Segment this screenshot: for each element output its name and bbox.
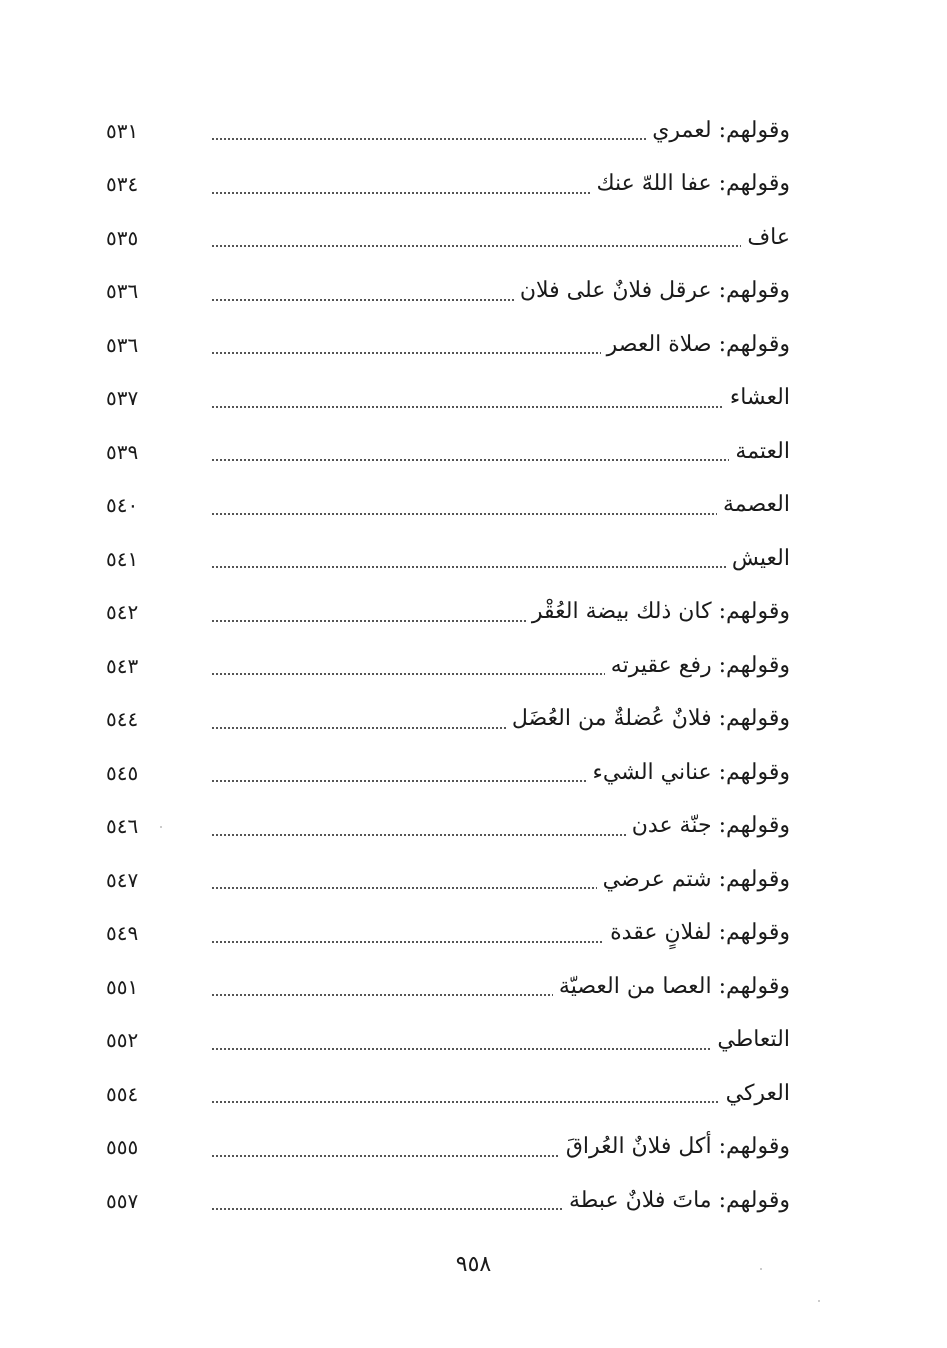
toc-entry-page: ٥٥٧ [106, 1188, 139, 1213]
toc-entry [100, 800, 790, 854]
toc-entry-page: ٥٣٥ [106, 225, 139, 250]
toc-entry-title: العركي [720, 1083, 790, 1105]
toc-entry-title: وقولهم: العصا من العصيّة [553, 976, 790, 998]
toc-entry [100, 479, 790, 533]
dot-leader [212, 1048, 790, 1050]
toc-entry-page: ٥٣٤ [106, 172, 139, 197]
toc-entry-page: ٥٥٢ [106, 1028, 139, 1053]
toc-entry [100, 853, 790, 907]
toc-entry [100, 1174, 790, 1228]
toc-entry-title: وقولهم: عناني الشيء [587, 762, 790, 784]
toc-entry [100, 1067, 790, 1121]
toc-entry-page: ٥٤٦ [106, 814, 139, 839]
toc-entry-title: وقولهم: جنّة عدن [626, 815, 790, 837]
toc-entry-title: وقولهم: شتم عرضي [597, 869, 790, 891]
toc-entry-page: ٥٤٩ [106, 921, 139, 946]
toc-entry-page: ٥٣٦ [106, 279, 139, 304]
scan-speck [818, 1300, 820, 1302]
page-number: ٩٥٨ [455, 1252, 492, 1277]
dot-leader [212, 245, 790, 247]
scan-speck [760, 1268, 762, 1270]
toc-entry-page: ٥٤٥ [106, 760, 139, 785]
toc-entry-page: ٥٥٤ [106, 1081, 139, 1106]
toc-entry [100, 1121, 790, 1175]
toc-entry-page: ٥٤٢ [106, 600, 139, 625]
toc-entry-title: وقولهم: ماتَ فلانٌ عبطة [563, 1190, 790, 1212]
toc-entry [100, 265, 790, 319]
toc-entry-title: العشاء [724, 387, 790, 409]
table-of-contents [100, 104, 790, 1228]
toc-entry [100, 425, 790, 479]
toc-entry-title: العيش [726, 548, 790, 570]
toc-entry-page: ٥٤٧ [106, 867, 139, 892]
toc-entry-title: وقولهم: أكل فلانٌ العُراقَ [560, 1136, 790, 1158]
toc-entry [100, 158, 790, 212]
toc-entry-title: وقولهم: كان ذلك بيضة العُقْر [526, 601, 790, 623]
toc-entry-page: ٥٣٩ [106, 439, 139, 464]
toc-entry-page: ٥٤٣ [106, 653, 139, 678]
toc-entry-title: وقولهم: فلانٌ عُضلةٌ من العُضَل [506, 708, 790, 730]
toc-entry [100, 960, 790, 1014]
toc-entry [100, 907, 790, 961]
toc-entry-title: وقولهم: عفا اللهّ عنك [590, 173, 790, 195]
toc-entry-title: وقولهم: عرقل فلانٌ على فلان [514, 280, 790, 302]
toc-entry-title: وقولهم: لفلانٍ عقدة [604, 922, 790, 944]
toc-entry [100, 746, 790, 800]
toc-entry-page: ٥٥١ [106, 974, 139, 999]
toc-entry-page: ٥٤٤ [106, 707, 139, 732]
dot-leader [212, 406, 790, 408]
dot-leader [212, 513, 790, 515]
toc-entry [100, 211, 790, 265]
toc-entry [100, 586, 790, 640]
toc-entry-title: العتمة [729, 441, 790, 463]
toc-entry [100, 639, 790, 693]
dot-leader [212, 1101, 790, 1103]
toc-entry-page: ٥٣١ [106, 118, 139, 143]
toc-entry-page: ٥٤٠ [106, 493, 139, 518]
toc-entry-page: ٥٤١ [106, 546, 139, 571]
toc-entry [100, 372, 790, 426]
toc-entry-title: وقولهم: صلاة العصر [601, 334, 790, 356]
toc-entry [100, 532, 790, 586]
toc-entry-title: العصمة [717, 494, 790, 516]
toc-entry [100, 1014, 790, 1068]
toc-entry [100, 318, 790, 372]
toc-entry [100, 693, 790, 747]
toc-entry-title: وقولهم: رفع عقيرته [605, 655, 790, 677]
scan-speck [160, 826, 162, 828]
toc-entry-page: ٥٣٦ [106, 332, 139, 357]
toc-entry-page: ٥٥٥ [106, 1135, 139, 1160]
dot-leader [212, 459, 790, 461]
toc-entry-title: التعاطي [711, 1029, 790, 1051]
dot-leader [212, 566, 790, 568]
toc-entry-title: وقولهم: لعمري [646, 120, 790, 142]
toc-entry [100, 104, 790, 158]
toc-entry-title: عاف [741, 227, 790, 249]
toc-entry-page: ٥٣٧ [106, 386, 139, 411]
